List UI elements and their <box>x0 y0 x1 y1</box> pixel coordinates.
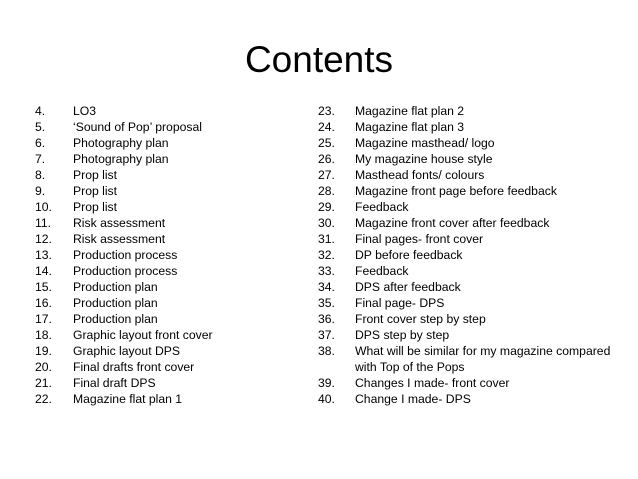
entry-number: 38. <box>318 344 335 358</box>
contents-entry <box>35 247 305 263</box>
entry-title: Magazine flat plan 3 <box>355 120 465 134</box>
contents-entry <box>35 183 305 199</box>
entry-number: 25. <box>318 136 335 150</box>
entry-title: DP before feedback <box>355 248 463 262</box>
contents-entry <box>35 215 305 231</box>
entry-title: Production process <box>73 264 178 278</box>
entry-title: DPS after feedback <box>355 280 461 294</box>
entry-title: Feedback <box>355 200 409 214</box>
entry-title: Graphic layout front cover <box>73 328 213 342</box>
entry-title: Graphic layout DPS <box>73 344 181 358</box>
contents-entry <box>35 359 305 375</box>
contents-entry <box>318 343 618 375</box>
entry-title: Final page- DPS <box>355 296 445 310</box>
entry-number: 35. <box>318 296 335 310</box>
entry-title: Photography plan <box>73 136 169 150</box>
entry-number: 18. <box>35 328 52 342</box>
entry-number: 9. <box>35 184 46 198</box>
entry-number: 33. <box>318 264 335 278</box>
contents-entry <box>318 199 618 215</box>
entry-title: Production plan <box>73 312 158 326</box>
entry-title: LO3 <box>73 104 97 118</box>
entry-title: Magazine masthead/ logo <box>355 136 495 150</box>
entry-number: 12. <box>35 232 52 246</box>
entry-number: 39. <box>318 376 335 390</box>
entry-title: Feedback <box>355 264 409 278</box>
contents-entry <box>35 135 305 151</box>
contents-entry <box>318 279 618 295</box>
entry-title: Production process <box>73 248 178 262</box>
entry-number: 15. <box>35 280 52 294</box>
entry-title: Prop list <box>73 184 118 198</box>
contents-entry <box>318 183 618 199</box>
contents-entry <box>318 311 618 327</box>
entry-number: 30. <box>318 216 335 230</box>
entry-title: What will be similar for my magazine compared with Top of the Pops <box>355 344 611 374</box>
entry-number: 4. <box>35 104 46 118</box>
contents-entry <box>35 231 305 247</box>
entry-number: 21. <box>35 376 52 390</box>
contents-entry <box>35 295 305 311</box>
entry-title: My magazine house style <box>355 152 493 166</box>
entry-number: 19. <box>35 344 52 358</box>
contents-entry <box>35 375 305 391</box>
entry-number: 28. <box>318 184 335 198</box>
entry-number: 26. <box>318 152 335 166</box>
entry-title: ‘Sound of Pop’ proposal <box>73 120 202 134</box>
contents-entry <box>318 103 618 119</box>
entry-number: 37. <box>318 328 335 342</box>
contents-entry <box>318 119 618 135</box>
contents-entry <box>318 231 618 247</box>
entry-title: Masthead fonts/ colours <box>355 168 485 182</box>
entry-number: 29. <box>318 200 335 214</box>
entry-number: 22. <box>35 392 52 406</box>
contents-entry <box>35 167 305 183</box>
entry-number: 24. <box>318 120 335 134</box>
contents-entry <box>35 327 305 343</box>
contents-entry <box>318 215 618 231</box>
entry-title: Final drafts front cover <box>73 360 195 374</box>
entry-number: 40. <box>318 392 335 406</box>
entry-number: 11. <box>35 216 52 230</box>
entry-number: 14. <box>35 264 52 278</box>
entry-title: Front cover step by step <box>355 312 486 326</box>
entry-title: Magazine flat plan 2 <box>355 104 465 118</box>
entry-number: 6. <box>35 136 46 150</box>
entry-title: Production plan <box>73 280 158 294</box>
contents-list-left <box>35 103 305 407</box>
contents-entry <box>318 263 618 279</box>
entry-number: 8. <box>35 168 46 182</box>
entry-title: Prop list <box>73 200 118 214</box>
entry-title: Risk assessment <box>73 216 166 230</box>
entry-title: Changes I made- front cover <box>355 376 510 390</box>
entry-number: 17. <box>35 312 52 326</box>
contents-entry <box>35 119 305 135</box>
entry-number: 5. <box>35 120 46 134</box>
contents-entry <box>318 295 618 311</box>
contents-entry <box>35 391 305 407</box>
entry-title: Final draft DPS <box>73 376 156 390</box>
contents-entry <box>318 247 618 263</box>
contents-entry <box>318 167 618 183</box>
entry-title: Change I made- DPS <box>355 392 471 406</box>
contents-entry <box>318 327 618 343</box>
entry-number: 16. <box>35 296 52 310</box>
contents-entry <box>35 263 305 279</box>
entry-title: Final pages- front cover <box>355 232 484 246</box>
contents-entry <box>35 199 305 215</box>
entry-number: 20. <box>35 360 52 374</box>
entry-title: Photography plan <box>73 152 169 166</box>
entry-title: Magazine front cover after feedback <box>355 216 550 230</box>
page-title: Contents <box>244 39 394 80</box>
entry-title: Risk assessment <box>73 232 166 246</box>
entry-title: Magazine front page before feedback <box>355 184 557 198</box>
contents-list-right <box>318 103 618 407</box>
contents-entry <box>35 151 305 167</box>
entry-number: 31. <box>318 232 335 246</box>
contents-entry <box>35 103 305 119</box>
entry-number: 36. <box>318 312 335 326</box>
contents-entry <box>35 279 305 295</box>
contents-entry <box>318 151 618 167</box>
entry-title: Prop list <box>73 168 118 182</box>
entry-title: Production plan <box>73 296 158 310</box>
entry-number: 23. <box>318 104 335 118</box>
entry-number: 34. <box>318 280 335 294</box>
entry-number: 13. <box>35 248 52 262</box>
entry-number: 27. <box>318 168 335 182</box>
entry-number: 32. <box>318 248 335 262</box>
entry-number: 10. <box>35 200 52 214</box>
contents-entry <box>318 135 618 151</box>
entry-number: 7. <box>35 152 46 166</box>
entry-title: DPS step by step <box>355 328 450 342</box>
contents-entry <box>318 391 618 407</box>
entry-title: Magazine flat plan 1 <box>73 392 183 406</box>
contents-entry <box>35 343 305 359</box>
contents-entry <box>35 311 305 327</box>
contents-entry <box>318 375 618 391</box>
